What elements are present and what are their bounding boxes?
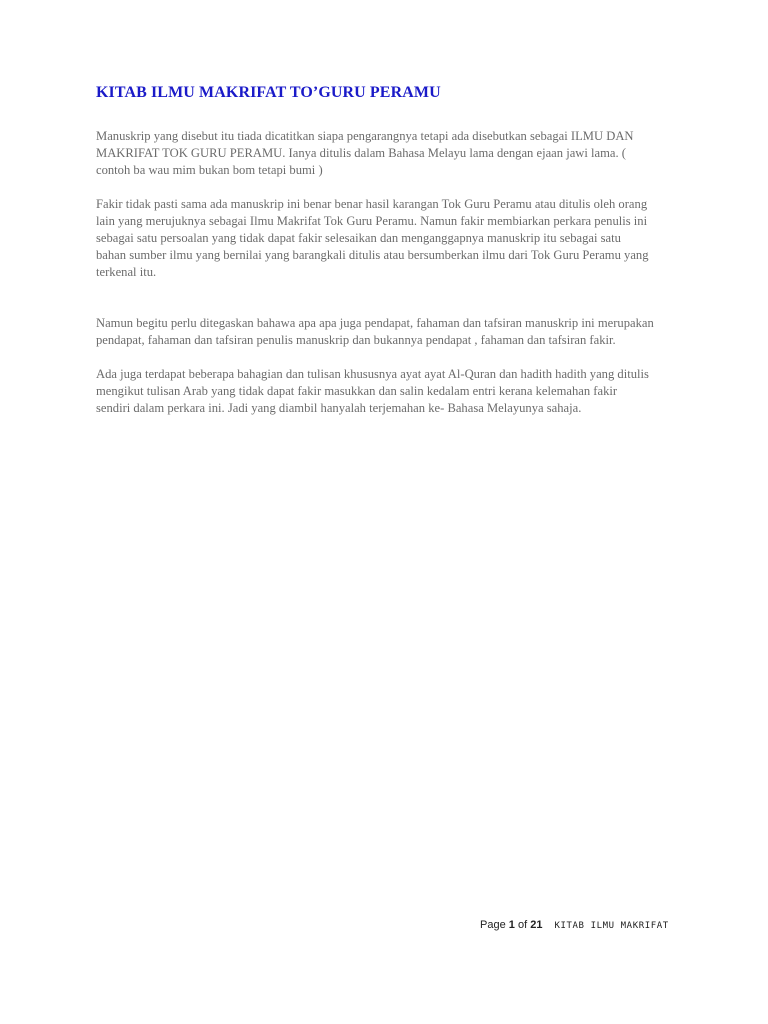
paragraph-line: lain yang merujuknya sebagai Ilmu Makrifat Tok Guru Peramu. Namun fakir membiarkan perkara penulis ini	[96, 214, 648, 228]
total-pages: 21	[530, 919, 543, 931]
paragraph-2	[96, 196, 676, 281]
paragraph-1	[96, 128, 676, 179]
paragraph-spacer	[96, 349, 676, 366]
paragraph-line: sendiri dalam perkara ini. Jadi yang diambil hanyalah terjemahan ke- Bahasa Melayunya sahaja.	[96, 401, 582, 415]
paragraph-line: sebagai satu persoalan yang tidak dapat fakir selesaikan dan menganggapnya manuskrip itu sebagai satu	[96, 231, 621, 245]
paragraph-line: Manuskrip yang disebut itu tiada dicatitkan siapa pengarangnya tetapi ada disebutkan sebagai ILMU DAN	[96, 129, 634, 143]
paragraph-line: Fakir tidak pasti sama ada manuskrip ini benar benar hasil karangan Tok Guru Peramu atau ditulis oleh orang	[96, 197, 648, 211]
paragraph-line: MAKRIFAT TOK GURU PERAMU. Ianya ditulis dalam Bahasa Melayu lama dengan ejaan jawi lama. (	[96, 146, 627, 160]
paragraph-line: terkenal itu.	[96, 265, 157, 279]
paragraph-4	[96, 366, 676, 417]
paragraph-line: Namun begitu perlu ditegaskan bahawa apa apa juga pendapat, fahaman dan tafsiran manuskrip ini merupakan	[96, 316, 654, 330]
paragraph-line: pendapat, fahaman dan tafsiran penulis manuskrip dan bukannya pendapat , fahaman dan tafsiran fakir.	[96, 333, 616, 347]
running-title: KITAB ILMU MAKRIFAT	[554, 921, 669, 931]
current-page: 1	[508, 919, 515, 931]
paragraph-spacer	[96, 179, 676, 196]
page-content	[96, 84, 676, 417]
of-word: of	[517, 919, 528, 931]
paragraph-spacer	[96, 281, 676, 315]
paragraph-line: bahan sumber ilmu yang bernilai yang barangkali ditulis atau bersumberkan ilmu dari Tok Guru Peramu yang	[96, 248, 649, 262]
page-word: Page	[480, 919, 506, 931]
paragraph-line: contoh ba wau mim bukan bom tetapi bumi )	[96, 163, 323, 177]
paragraph-line: Ada juga terdapat beberapa bahagian dan tulisan khususnya ayat ayat Al-Quran dan hadith hadith yang ditulis	[96, 367, 649, 381]
page-footer	[480, 919, 669, 931]
page-number	[480, 919, 542, 931]
paragraph-line: mengikut tulisan Arab yang tidak dapat fakir masukkan dan salin kedalam entri kerana kelemahan fakir	[96, 384, 618, 398]
paragraph-3	[96, 315, 676, 349]
document-title: KITAB ILMU MAKRIFAT TO’GURU PERAMU	[96, 84, 441, 101]
